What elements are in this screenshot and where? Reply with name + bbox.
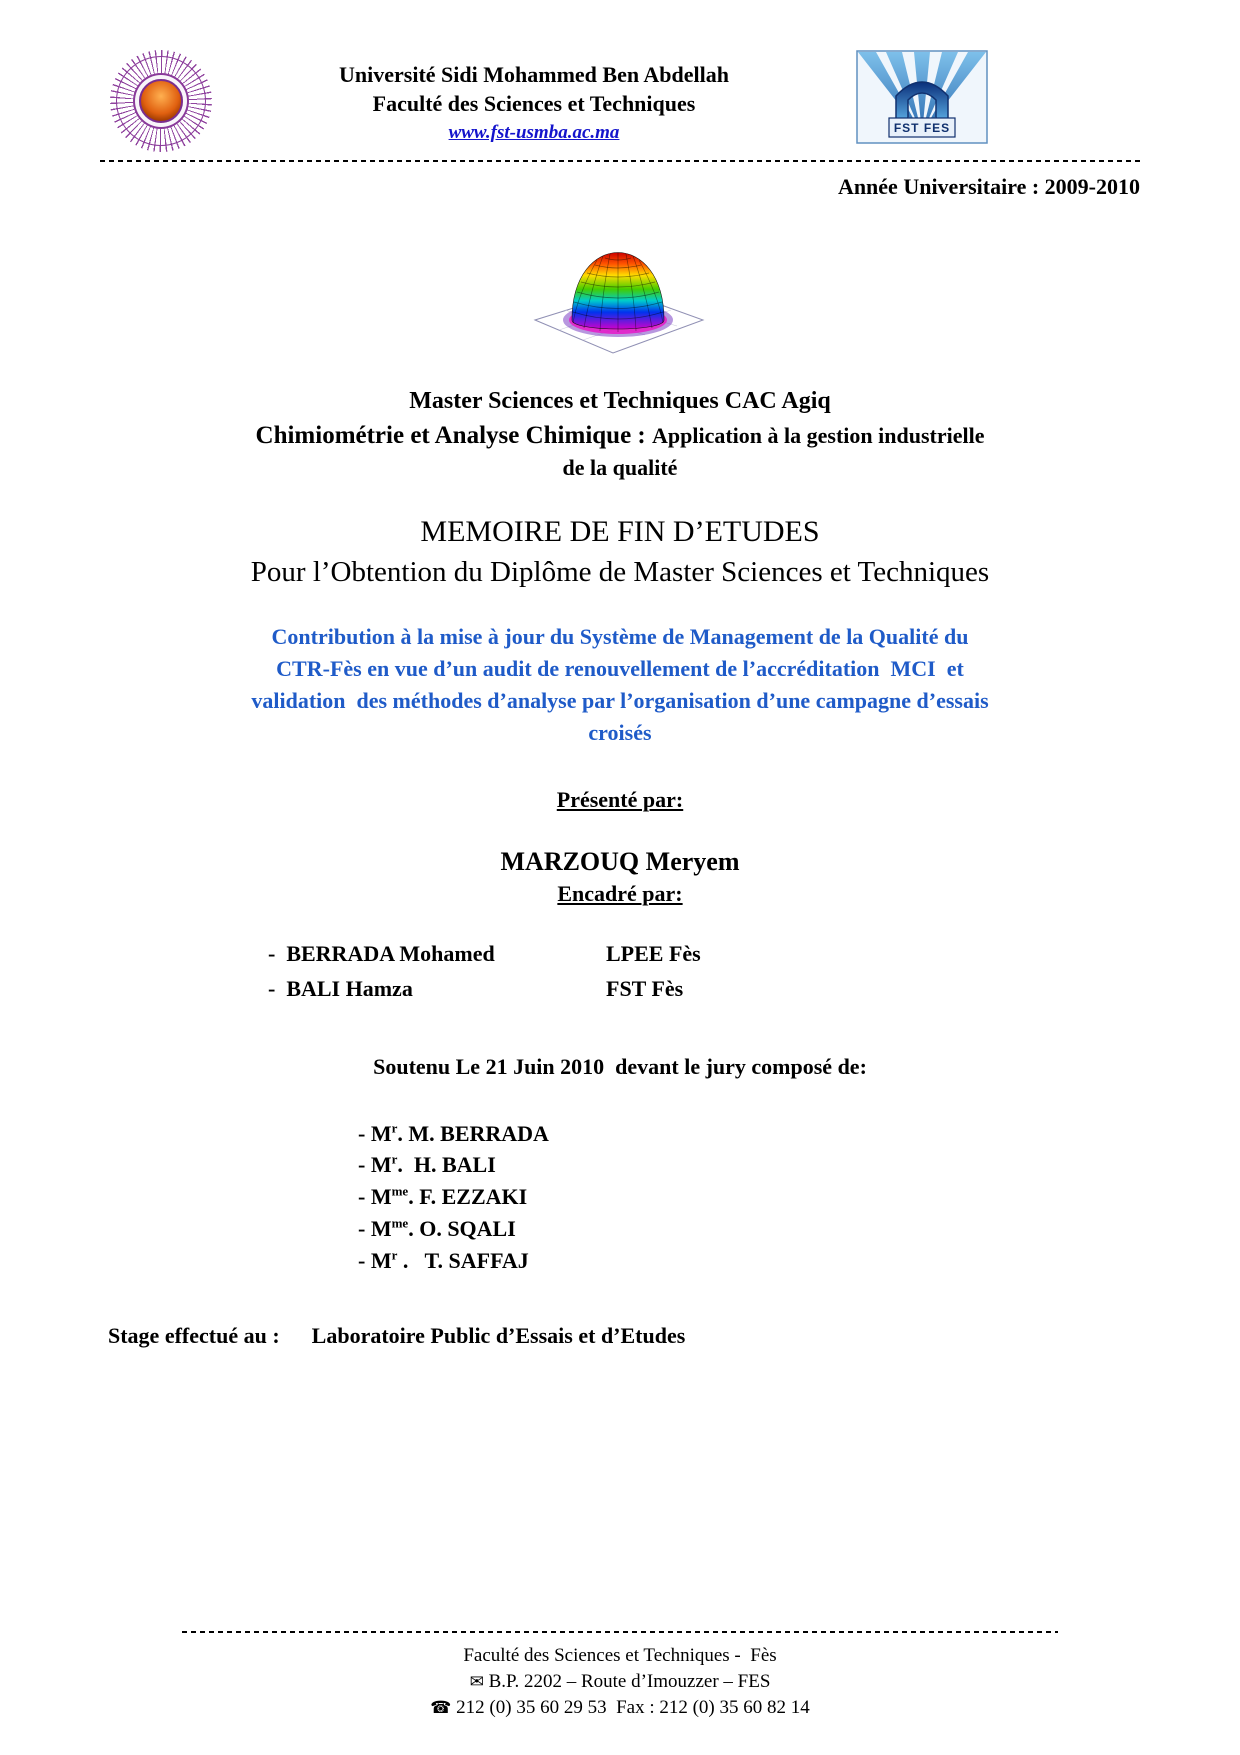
- supervisors-list: [268, 941, 1140, 1002]
- supervised-by-label: [100, 881, 1140, 907]
- supervisor-affiliation: LPEE Fès: [606, 940, 701, 966]
- phone-icon: ☎: [430, 1698, 452, 1718]
- jury-name: . H. BALI: [397, 1152, 496, 1178]
- footer-separator: [182, 1631, 1058, 1633]
- subject-line-3: validation des méthodes d’analyse par l’organisation d’une campagne d’essais: [251, 687, 989, 713]
- supervisor-name: - BERRADA Mohamed: [268, 940, 495, 966]
- supervisor-row: [268, 941, 1140, 967]
- fst-fes-logo-icon: [856, 50, 988, 144]
- internship-label: Stage effectué au :: [108, 1323, 280, 1349]
- memoire-block: [100, 515, 1140, 589]
- program-subtitle-strong: Chimiométrie et Analyse Chimique :: [255, 422, 652, 449]
- jury-member: [358, 1149, 1140, 1181]
- university-logo: [110, 50, 212, 152]
- jury-title-sup: me: [391, 1215, 409, 1231]
- faculty-name: Faculté des Sciences et Techniques: [372, 91, 696, 116]
- jury-title-sup: r: [391, 1247, 398, 1263]
- jury-member: [358, 1245, 1140, 1277]
- program-subtitle-rest: Application à la gestion industrielle: [652, 423, 985, 448]
- supervisor-affiliation: FST Fès: [606, 975, 684, 1001]
- jury-member: [358, 1213, 1140, 1245]
- internship-line: [108, 1323, 1140, 1349]
- jury-name: . T. SAFFAJ: [397, 1248, 529, 1274]
- fst-fes-logo: [856, 50, 988, 149]
- jury-name: . M. BERRADA: [397, 1120, 549, 1146]
- jury-name: . O. SQALI: [408, 1216, 516, 1242]
- jury-title-sup: r: [391, 1152, 398, 1168]
- subject-block: [100, 621, 1140, 749]
- plot-container: [100, 220, 1140, 360]
- footer-phone-text: 212 (0) 35 60 29 53 Fax : 212 (0) 35 60 82 14: [456, 1697, 810, 1718]
- footer-address: [0, 1671, 1240, 1693]
- presented-by-text: Présenté par:: [556, 786, 684, 812]
- subject-line-1: Contribution à la mise à jour du Système de Management de la Qualité du: [271, 624, 969, 649]
- jury-title-sup: r: [391, 1120, 398, 1136]
- subject-line-4: croisés: [588, 719, 652, 745]
- footer-phone: [0, 1697, 1240, 1719]
- university-logo-medal-icon: [139, 79, 183, 123]
- jury-prefix: - M: [358, 1184, 392, 1210]
- supervisor-row: [268, 976, 1140, 1002]
- memoire-title: MEMOIRE DE FIN D’ETUDES: [420, 515, 820, 548]
- program-subtitle: [100, 422, 1140, 450]
- jury-prefix: - M: [358, 1152, 392, 1178]
- envelope-icon: ✉: [469, 1672, 484, 1692]
- website-link[interactable]: www.fst-usmba.ac.ma: [448, 122, 620, 143]
- jury-title-sup: me: [391, 1184, 409, 1200]
- jury-name: . F. EZZAKI: [408, 1184, 528, 1210]
- jury-list: [358, 1118, 1140, 1277]
- header-separator: [100, 160, 1140, 162]
- footer: [0, 1631, 1240, 1719]
- jury-prefix: - M: [358, 1216, 392, 1242]
- jury-prefix: - M: [358, 1248, 392, 1274]
- program-title-block: [100, 388, 1140, 481]
- footer-address-text: B.P. 2202 – Route d’Imouzzer – FES: [488, 1671, 771, 1692]
- header: [100, 50, 1140, 152]
- fst-logo-text: FST FES: [893, 121, 951, 135]
- presented-by-label: [100, 787, 1140, 813]
- program-subtitle-line2: de la qualité: [562, 455, 678, 480]
- jury-member: [358, 1181, 1140, 1213]
- academic-year: Année Universitaire : 2009-2010: [837, 174, 1140, 199]
- surface-plot-image: [525, 220, 715, 360]
- program-title: Master Sciences et Techniques CAC Agiq: [409, 388, 831, 414]
- subject-line-2: CTR-Fès en vue d’un audit de renouvellement de l’accréditation MCI et: [276, 655, 964, 681]
- supervised-by-text: Encadré par:: [557, 880, 683, 906]
- footer-faculty: Faculté des Sciences et Techniques - Fès: [463, 1645, 777, 1666]
- internship-value: Laboratoire Public d’Essais et d’Etudes: [311, 1323, 686, 1349]
- university-name: Université Sidi Mohammed Ben Abdellah: [339, 62, 729, 87]
- header-text-block: [212, 50, 856, 144]
- defense-heading: Soutenu Le 21 Juin 2010 devant le jury composé de:: [373, 1053, 867, 1079]
- jury-member: [358, 1118, 1140, 1150]
- presenter-name: MARZOUQ Meryem: [500, 846, 740, 876]
- supervisor-name: - BALI Hamza: [268, 975, 413, 1001]
- memoire-subtitle: Pour l’Obtention du Diplôme de Master Sciences et Techniques: [250, 556, 990, 588]
- jury-prefix: - M: [358, 1120, 392, 1146]
